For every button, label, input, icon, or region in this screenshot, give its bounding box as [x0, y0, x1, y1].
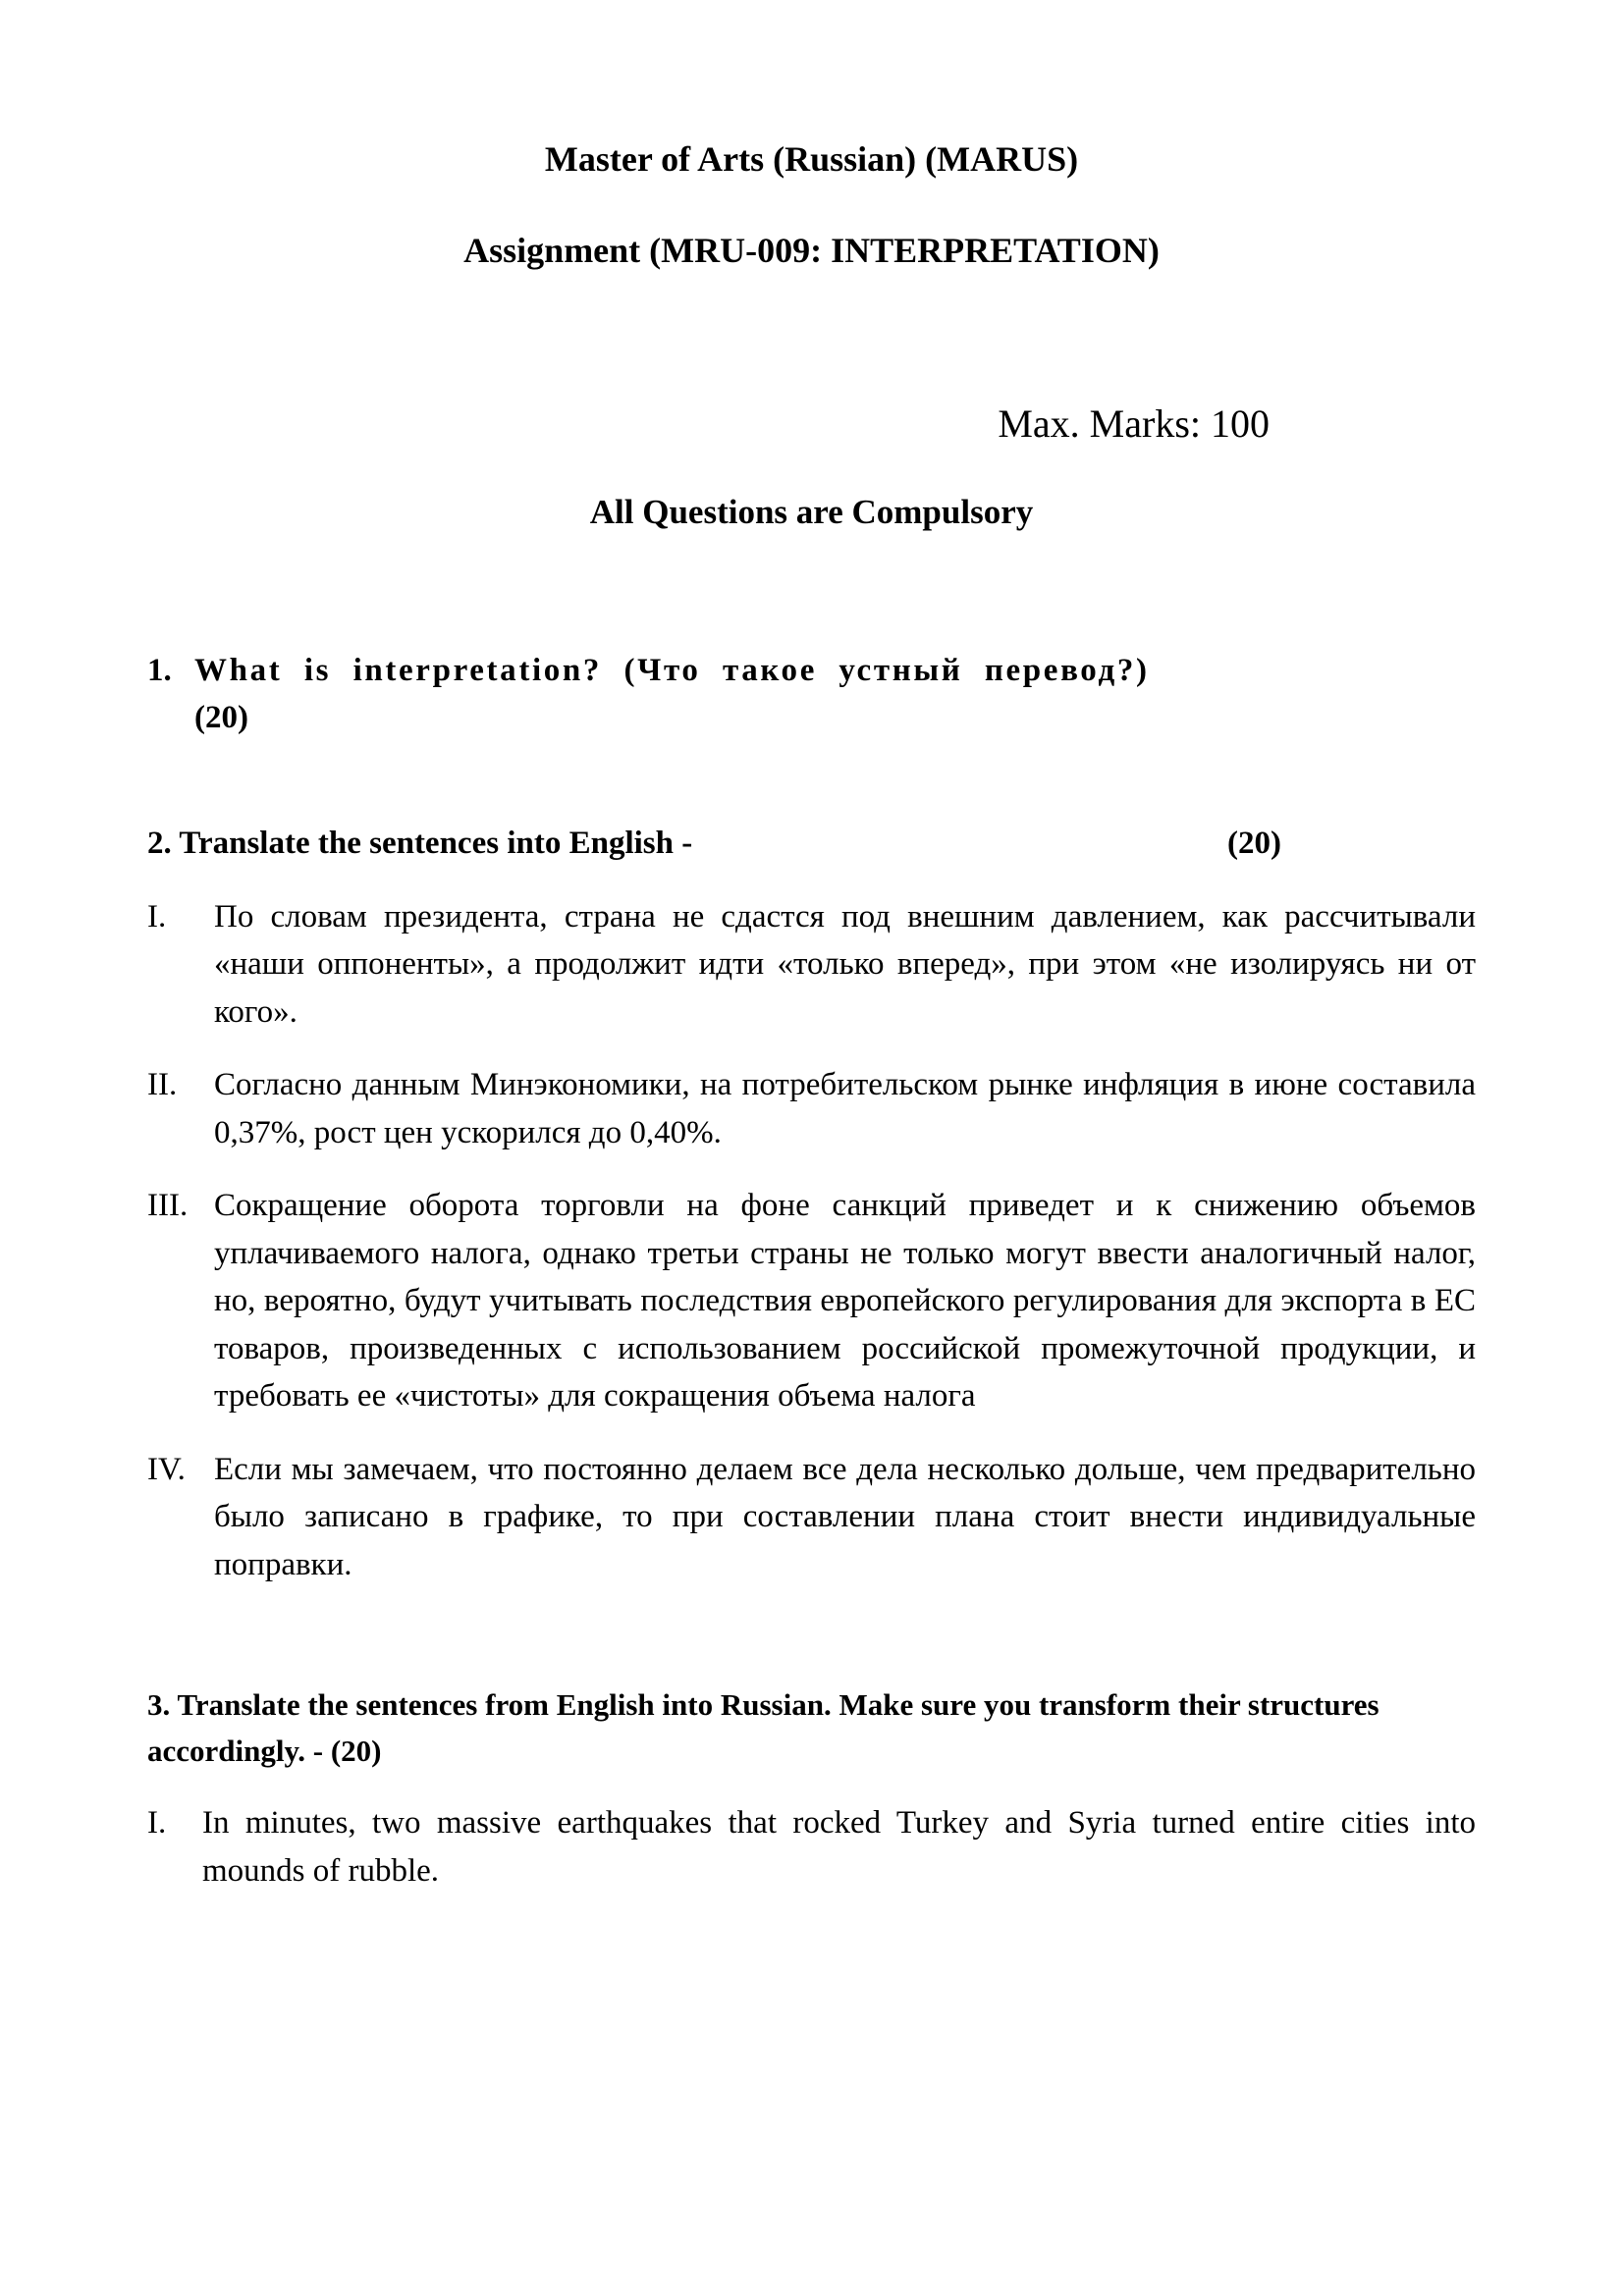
list-item-text: Сокращение оборота торговли на фоне санкций приведет и к снижению объемов уплачиваемого налога, однако третьи страны не только могут ввести аналогичный налог, но, вероятно, будут учитывать последствия европейского регулирования для экспорта в ЕС товаров, произведенных с использованием российской промежуточной продукции, и требовать ее «чистоты» для сокращения объема налога — [214, 1188, 1476, 1415]
question-1 — [147, 648, 1476, 742]
compulsory-note: All Questions are Compulsory — [589, 493, 1034, 531]
question-1-number: 1. — [147, 653, 172, 688]
list-item-text: In minutes, two massive earthquakes that rocked Turkey and Syria turned entire cities into mounds of rubble. — [202, 1805, 1476, 1889]
list-item-text: По словам президента, страна не сдастся под внешним давлением, как рассчитывали «наши оппоненты», а продолжит идти «только вперед», при этом «не изолируясь ни от кого». — [214, 898, 1476, 1030]
question-3-heading: 3. Translate the sentences from English into Russian. Make sure you transform their structures accordingly. - (20) — [147, 1687, 1380, 1768]
list-item-numeral: I. — [147, 1805, 167, 1842]
list-item — [147, 1182, 1476, 1420]
list-item — [147, 893, 1476, 1037]
list-item-numeral: II. — [147, 1067, 178, 1103]
question-3-items — [147, 1799, 1476, 1895]
document-title-line-2: Assignment (MRU-009: INTERPRETATION) — [463, 231, 1160, 270]
list-item — [147, 1446, 1476, 1589]
list-item-text: Согласно данным Минэкономики, на потребительском рынке инфляция в июне составила 0,37%, рост цен ускорился до 0,40%. — [214, 1067, 1476, 1150]
list-item — [147, 1061, 1476, 1156]
question-1-marks: (20) — [194, 699, 248, 735]
list-item-numeral: IV. — [147, 1451, 186, 1487]
list-item-numeral: I. — [147, 898, 167, 934]
max-marks: Max. Marks: 100 — [998, 401, 1270, 446]
question-2-items — [147, 893, 1476, 1589]
question-2-heading — [147, 821, 1476, 868]
question-2-marks: (20) — [1227, 825, 1281, 861]
question-2-heading-text: 2. Translate the sentences into English - — [147, 825, 693, 861]
question-1-text: What is interpretation? (Что такое устный перевод?) — [194, 653, 1150, 688]
document-title-line-1: Master of Arts (Russian) (MARUS) — [544, 139, 1079, 179]
list-item-text: Если мы замечаем, что постоянно делаем все дела несколько дольше, чем предварительно было записано в графике, то при составлении плана стоит внести индивидуальные поправки. — [214, 1451, 1476, 1582]
list-item-numeral: III. — [147, 1188, 189, 1224]
list-item — [147, 1799, 1476, 1895]
